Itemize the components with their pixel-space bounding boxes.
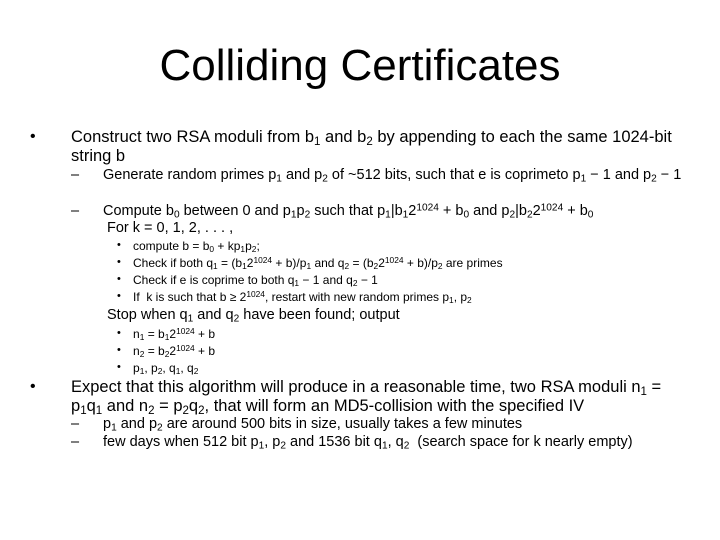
dot-marker: • — [117, 239, 121, 251]
dot-marker: • — [117, 256, 121, 268]
dash-marker: – — [71, 167, 80, 183]
dot-marker: • — [117, 361, 121, 373]
bullet-2-sub-1: $p_1$ and $p_2$ are around 500 bits in size, usually takes a few minutes — [103, 416, 523, 434]
bullet-marker: • — [30, 128, 36, 145]
dot-marker: • — [117, 273, 121, 285]
bullet-2-text: Expect that this algorithm will produce in a reasonable time, two RSA moduli $n_1 = p_1q_1$ and $n_2 = p_2q_2$, that will form an MD5-collision with the specified IV — [71, 378, 662, 417]
loop-line: For k = 0, 1, 2, . . . , — [107, 220, 234, 236]
bullet-1-sub-2: Compute $b_0$ between 0 and $p_1p_2$ such that $p_1|b_12^{1024} + b_0$ and $p_2|b_22^{1024} + b_0$ — [103, 202, 594, 221]
output-item-2: $n_2 = b_22^{1024} + b$ — [133, 343, 216, 360]
dot-marker: • — [117, 327, 121, 339]
bullet-2-sub-2: few days when 512 bit $p_1$, $p_2$ and 1536 bit $q_1$, $q_2$ (search space for k nearly empty) — [103, 434, 633, 452]
loop-item-3: Check if e is coprime to both $q_1 - 1$ and $q_2 - 1$ — [133, 273, 378, 289]
dash-marker: – — [71, 416, 80, 432]
dot-marker: • — [117, 290, 121, 302]
slide-title: Colliding Certificates — [159, 41, 561, 90]
dot-marker: • — [117, 344, 121, 356]
bullet-1-sub-1: Generate random primes $p_1$ and $p_2$ of ~512 bits, such that e is coprimeto $p_1 - 1$ and $p_2 - 1$ — [103, 167, 682, 185]
output-item-3: $p_1$, $p_2$, $q_1$, $q_2$ — [133, 361, 199, 377]
loop-item-2: Check if both $q_1 = (b_12^{1024} + b)/p_1$ and $q_2 = (b_22^{1024} + b)/p_2$ are primes — [133, 255, 503, 272]
stop-line: Stop when $q_1$ and $q_2$ have been found; output — [107, 307, 400, 325]
loop-item-4: If k is such that $b \ge 2^{1024}$, restart with new random primes $p_1$, $p_2$ — [133, 289, 472, 306]
bullet-1-text: Construct two RSA moduli from $b_1$ and $b_2$ by appending to each the same 1024-bit string b — [71, 128, 672, 165]
dash-marker: – — [71, 434, 80, 450]
bullet-marker: • — [30, 378, 36, 395]
loop-item-1: compute $b = b_0 + kp_1p_2$; — [133, 239, 260, 255]
output-item-1: $n_1 = b_12^{1024} + b$ — [133, 326, 216, 343]
dash-marker: – — [71, 203, 80, 219]
